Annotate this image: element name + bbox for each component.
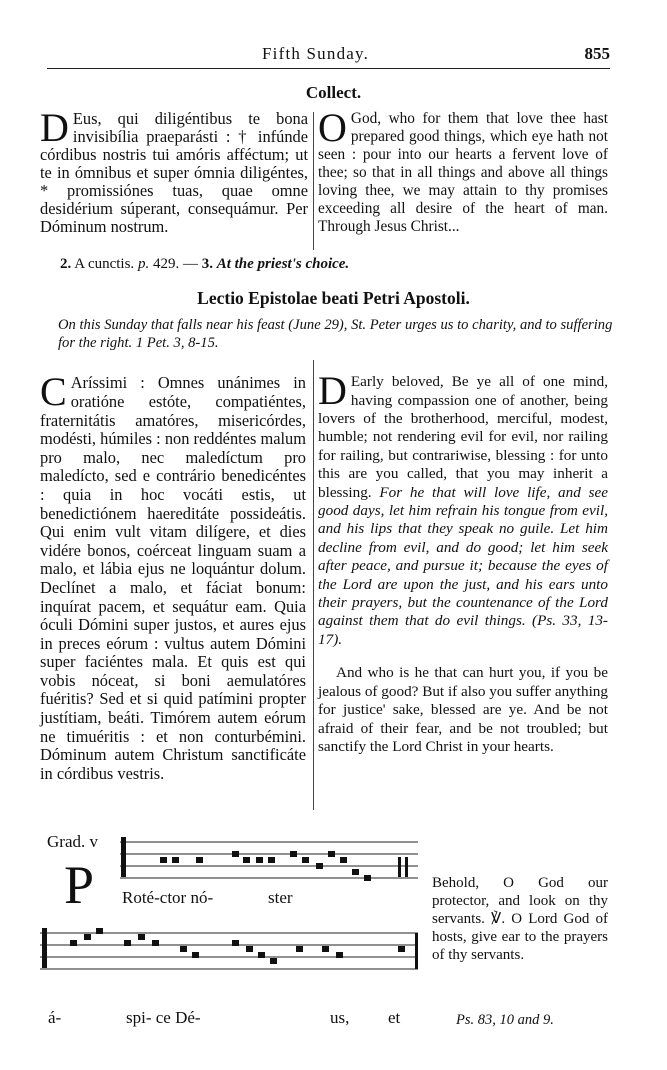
- collect-latin-dropcap: D: [40, 105, 69, 150]
- epistle-heading: Lectio Epistolae beati Petri Apostoli.: [197, 288, 470, 308]
- lyric-syllable: et: [388, 1008, 401, 1027]
- epistle-english: [318, 358, 608, 772]
- column-divider: [313, 360, 314, 810]
- collect-heading: Collect.: [305, 83, 362, 102]
- epistle-latin-dropcap: C: [40, 369, 67, 415]
- collect-latin: [40, 105, 308, 236]
- lyric-syllable: á-: [48, 1008, 62, 1027]
- clef-mark: [121, 837, 126, 877]
- chant-neumes: [42, 837, 418, 969]
- commemoration-2-page: 429.: [152, 256, 180, 272]
- gradual-big-initial: P: [64, 855, 95, 915]
- page-number: 855: [584, 44, 610, 63]
- lyric-syllable: Roté-ctor nó-: [122, 888, 214, 907]
- gradual-reference: Ps. 83, 10 and 9.: [456, 1012, 554, 1028]
- epistle-latin: [40, 358, 306, 800]
- epistle-intro-ref: 1 Pet. 3, 8-15.: [135, 335, 219, 351]
- commemoration-2-page-prefix: p.: [137, 256, 150, 272]
- commemoration-dash: —: [182, 256, 198, 272]
- collect-english: [318, 105, 608, 236]
- commemoration-3-number: 3.: [201, 256, 213, 272]
- epistle-english-text-2: And who is he that can hurt you, if you be jealous of good? But if also you suffer anything for justice' sake, blessed are ye. And be not afraid of their fear, and be not troubled; but sanctify the Lord Christ in your hearts.: [318, 664, 608, 756]
- epistle-english-dropcap: D: [318, 368, 347, 414]
- epistle-english-quote: For he that will love life, and see good days, let him refrain his tongue from evil, and his lips that they speak no guile. Let him decline from evil, and do good; let him seek after peace, and pursue it; because the eyes of the Lord are upon the just, and his ears unto their prayers, but the countenance of the Lord against them that do evil things. (Ps. 33, 13-17).: [318, 483, 608, 648]
- lyric-syllable: us,: [330, 1008, 350, 1027]
- page-header: [47, 44, 610, 69]
- commemoration-2-number: 2.: [60, 256, 72, 272]
- commemoration-3-text: At the priest's choice.: [216, 256, 350, 272]
- gradual-mode: v: [89, 832, 98, 851]
- epistle-english-text-1: Early beloved, Be ye all of one mind, having compassion one of another, being lovers of the brotherhood, merciful, modest, humble; not rendering evil for evil, nor railing for railing, but contrariwise, blessing : for unto this are you called, that you may inherit a blessing.: [318, 373, 608, 501]
- collect-english-dropcap: O: [318, 105, 347, 150]
- epistle-intro: [58, 316, 613, 352]
- commemoration-2-text: A cunctis.: [74, 256, 135, 272]
- collect-english-text: God, who for them that love thee hast prepared good things, which eye hath not seen : pour into our hearts a fervent love of thee; so that in all things and above all things loving thee, we may attain to thy promises exceeding all desire of the heart of man. Through Jesus Christ...: [318, 110, 608, 235]
- gradual-english: Behold, O God our protector, and look on thy servants. ℣. O Lord God of hosts, give ear to the prayers of thy servants.: [432, 875, 608, 963]
- running-title: Fifth Sunday.: [262, 44, 370, 63]
- gradual-label-text: Grad.: [47, 832, 86, 851]
- collect-latin-text: Eus, qui diligéntibus te bona invisibília praeparásti : † infúnde córdibus nostris tui amóris afféctum; ut te in ómnibus et super ómnia diligéntes, * promissiónes tuas, quae omne desidérium súperant, consequámur. Per Dóminum nostrum.: [40, 109, 308, 236]
- epistle-intro-text: On this Sunday that falls near his feast (June 29), St. Peter urges us to charity, and to suffering for the right.: [58, 317, 613, 351]
- commemorations-line: [60, 256, 349, 273]
- lyric-syllable: spi- ce Dé-: [126, 1008, 201, 1027]
- column-divider: [313, 112, 314, 250]
- lyric-syllable: ster: [268, 888, 293, 907]
- epistle-latin-text: Aríssimi : Omnes unánimes in oratióne estóte, compatiéntes, fraternitátis amatóres, misericórdes, modésti, húmiles : non reddéntes malum pro malo, nec maledíctum pro maledícto, sed e contrário benedicéntes : quia in hoc vocáti estis, ut benedictiónem haereditáte possideátis. Qui enim vult vitam dilígere, et dies vidére bonos, coérceat linguam suam a malo, et lábia ejus ne loquántur dolum. Declínet a malo, et fáciat bonum: inquírat pacem, et sequátur eam. Quia óculi Dómini super justos, et aures ejus in preces eórum : vultus autem Dómini super faciéntes mala. Et quis est qui vobis nóceat, si boni aemulatóres fuéritis? Sed et si quid patímini propter justítiam, beáti. Timórem autem eórum ne timuéritis : et non conturbémini. Dóminum autem Christum sanctificáte in córdibus vestris.: [40, 373, 306, 783]
